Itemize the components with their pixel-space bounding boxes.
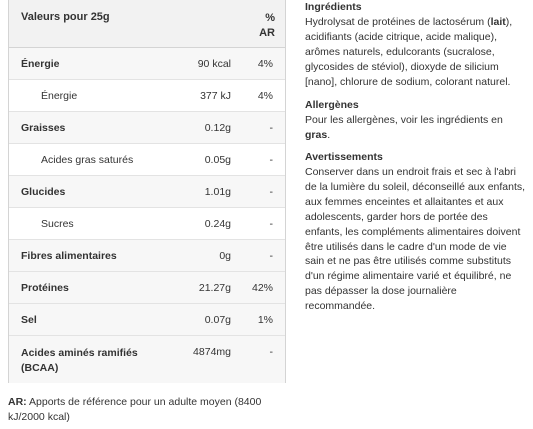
ingredients-line: arômes naturels, edulcorants (sucralose, (305, 45, 495, 58)
row-pct: - (269, 154, 273, 166)
warnings-title: Avertissements (305, 151, 383, 163)
row-pct: 4% (257, 90, 273, 102)
ingredients-line: ), (505, 16, 513, 28)
allergens-line: . (327, 128, 331, 141)
row-name-line1: Acides aminés ramifiés (21, 347, 138, 359)
row-name: Graisses (21, 122, 66, 134)
header-pct (259, 11, 275, 41)
row-pct: - (269, 122, 273, 134)
warnings-line: adolescents, garder hors de portée des (305, 210, 488, 223)
row-name: Sucres (41, 218, 74, 230)
table-row (9, 304, 285, 336)
ingredients-line: glycosides de stéviol), dioxyde de silicium (305, 60, 499, 73)
row-pct: - (269, 250, 273, 262)
warnings-line: aux femmes enceintes et allaitantes et aux (305, 195, 504, 208)
row-name: Énergie (41, 90, 78, 102)
row-value: 0.05g (204, 154, 231, 166)
row-pct: 4% (257, 58, 273, 70)
ingredients-line: [nano], chlorure de sodium, colorant naturel. (305, 75, 511, 88)
table-row (9, 208, 285, 240)
header-pct-symbol: % (265, 12, 275, 24)
allergen-lait: lait (490, 16, 506, 28)
row-name: Fibres alimentaires (21, 250, 117, 262)
table-row (9, 144, 285, 176)
warnings-line: d'un régime alimentaire varié et équilibré, ne (305, 270, 512, 283)
warnings-text (305, 165, 530, 314)
allergens-bold: gras (305, 128, 328, 141)
footnote-label: AR: (8, 396, 27, 408)
ingredients-line: Hydrolysat de protéines de lactosérum ( (305, 16, 491, 28)
row-name (21, 346, 138, 376)
ingredients-text (305, 15, 530, 90)
row-pct: - (269, 218, 273, 230)
ingredients-section (305, 0, 530, 90)
warnings-line: sain et ne pas être utilisés comme substituts (305, 255, 512, 268)
row-value: 0.12g (204, 122, 231, 134)
warnings-line: Conserver dans un endroit frais et sec à l'abri (305, 166, 516, 178)
nutrition-table (8, 0, 286, 383)
table-row (9, 240, 285, 272)
row-value: 90 kcal (197, 58, 231, 70)
allergens-section (305, 98, 530, 143)
table-row (9, 80, 285, 112)
table-row (9, 176, 285, 208)
row-name: Glucides (21, 186, 66, 198)
table-row (9, 48, 285, 80)
warnings-line: enfants, les compléments alimentaires doivent (305, 225, 521, 238)
footnote (8, 395, 288, 425)
table-row (9, 336, 285, 383)
row-value: 377 kJ (200, 90, 231, 102)
footnote-text: Apports de référence pour un adulte moyen (8400 (26, 396, 262, 408)
row-value: 1.01g (204, 186, 231, 198)
allergens-line: Pour les allergènes, voir les ingrédients en (305, 114, 503, 126)
row-pct: 1% (257, 314, 273, 326)
table-header (9, 0, 285, 48)
row-pct: 42% (251, 282, 273, 294)
warnings-line: recommandée. (305, 300, 376, 313)
ingredients-line: acidifiants (acide citrique, acide malique), (305, 30, 498, 43)
row-name: Énergie (21, 58, 60, 70)
row-name: Acides gras saturés (41, 154, 134, 166)
row-name: Protéines (21, 282, 69, 294)
warnings-line: être utilisés dans le cadre d'un mode de vie (305, 240, 507, 253)
warnings-line: de la lumière du soleil, déconseillé aux enfants, (305, 180, 526, 193)
table-row (9, 272, 285, 304)
row-name-line2: (BCAA) (21, 362, 59, 374)
ingredients-title: Ingrédients (305, 1, 362, 13)
row-value: 4874mg (193, 346, 231, 358)
row-value: 0.24g (204, 218, 231, 230)
footnote-text-line2: kJ/2000 kcal) (8, 411, 70, 423)
row-pct: - (269, 346, 273, 358)
row-pct: - (269, 186, 273, 198)
row-value: 21.27g (198, 282, 231, 294)
table-row (9, 112, 285, 144)
header-label: Valeurs pour 25g (21, 11, 110, 23)
allergens-title: Allergènes (305, 99, 359, 111)
allergens-text (305, 113, 530, 143)
row-value: 0.07g (204, 314, 231, 326)
row-name: Sel (21, 314, 37, 326)
warnings-section (305, 150, 530, 314)
header-pct-ar: AR (259, 27, 275, 39)
row-value: 0g (219, 250, 231, 262)
warnings-line: pas dépasser la dose journalière (305, 285, 457, 298)
